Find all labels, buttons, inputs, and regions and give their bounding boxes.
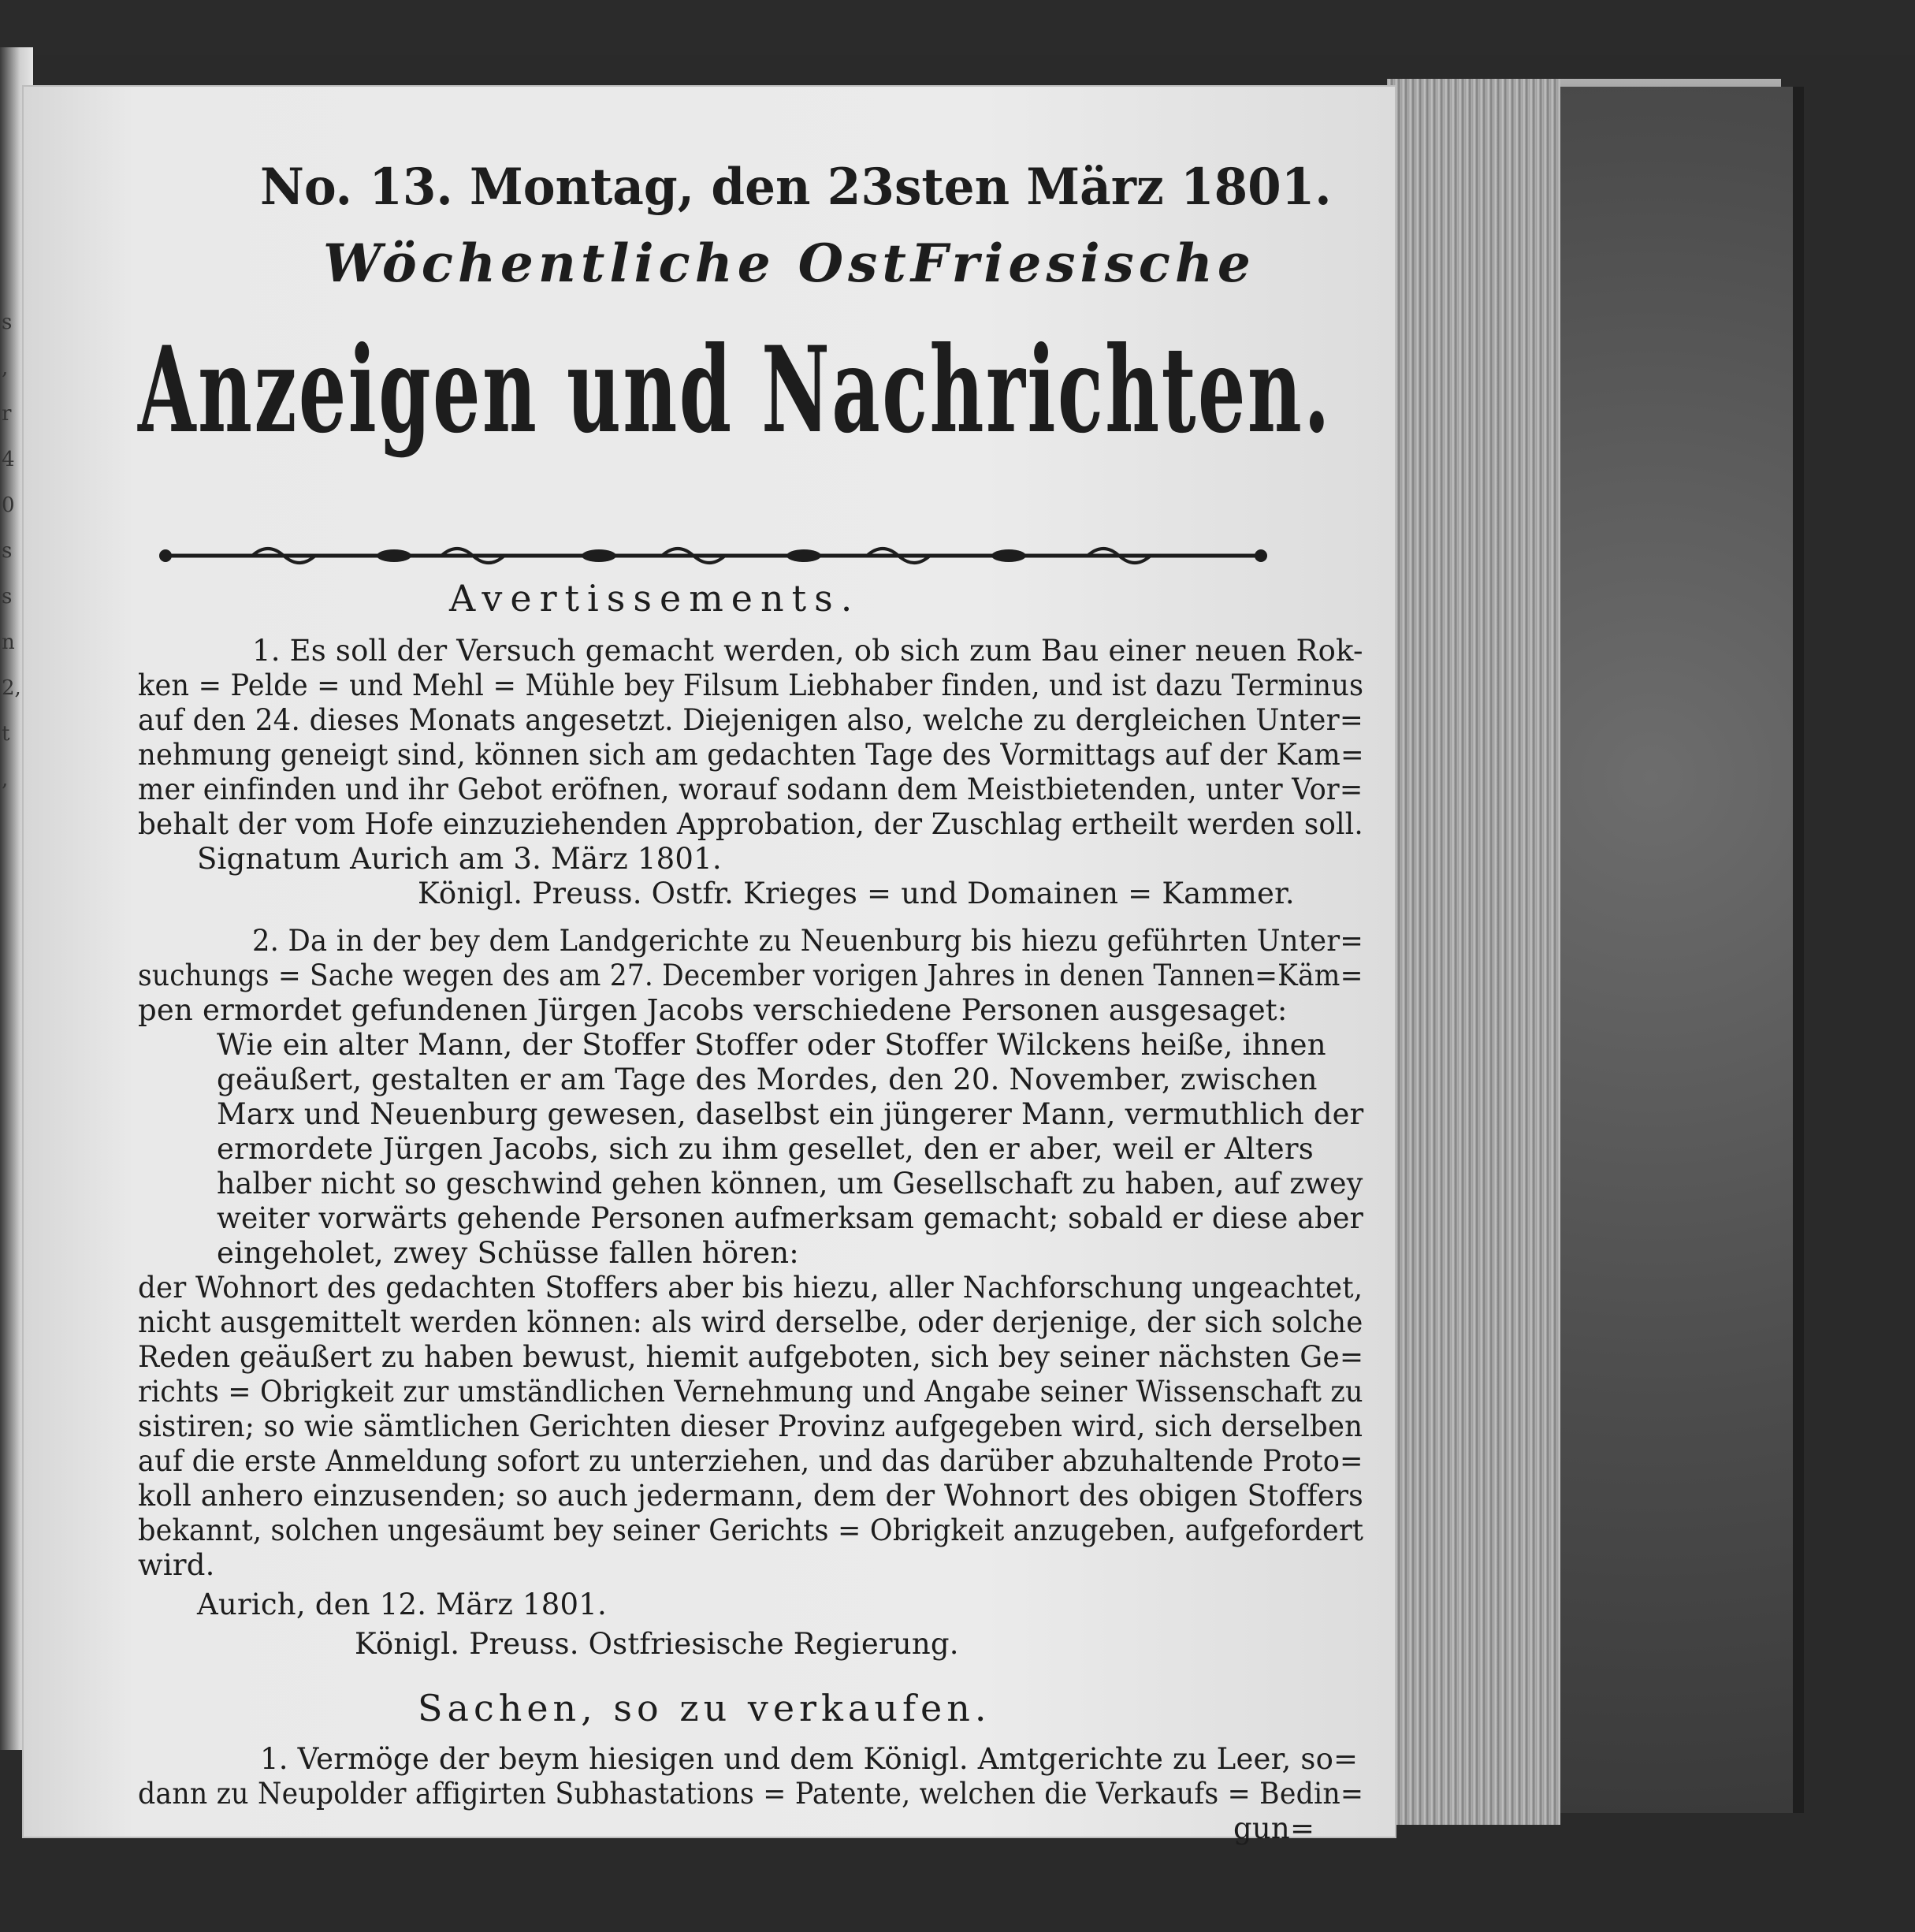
book-cover	[1556, 87, 1804, 1813]
text-line: Wie ein alter Mann, der Stoffer Stoffer oder Stoffer Wilckens heiße, ihnen	[217, 1028, 1326, 1062]
prev-letter: ,	[2, 356, 9, 380]
text-line: nehmung geneigt sind, können sich am gedachten Tage des Vormittags auf der Kam=	[138, 738, 1364, 772]
text-line: auf den 24. dieses Monats angesetzt. Diejenigen also, welche zu dergleichen Unter=	[138, 703, 1363, 737]
text-line: behalt der vom Hofe einzuziehenden Approbation, der Zuschlag ertheilt werden soll.	[138, 807, 1363, 841]
text-line: Reden geäußert zu haben bewust, hiemit aufgeboten, sich bey seiner nächsten Ge=	[138, 1340, 1364, 1374]
section-heading-sachen: Sachen, so zu verkaufen.	[418, 1687, 991, 1729]
text-line: nicht ausgemittelt werden können: als wird derselbe, oder derjenige, der sich solche	[138, 1305, 1363, 1339]
text-line: geäußert, gestalten er am Tage des Mordes, den 20. November, zwischen	[217, 1063, 1318, 1096]
text-line: 2. Da in der bey dem Landgerichte zu Neuenburg bis hiezu geführten Unter=	[252, 924, 1364, 958]
text-line: 1. Vermöge der beym hiesigen und dem Königl. Amtgerichte zu Leer, so=	[260, 1742, 1359, 1776]
prev-letter: s	[2, 311, 13, 334]
text-line: Aurich, den 12. März 1801.	[197, 1588, 607, 1621]
page-content	[24, 87, 1395, 1845]
book-page-edges	[1387, 79, 1560, 1825]
catchword: gun=	[1233, 1811, 1315, 1845]
text-line: ermordete Jürgen Jacobs, sich zu ihm gesellet, den er aber, weil er Alters	[217, 1132, 1314, 1166]
title-main: Anzeigen und Nachrichten.	[138, 321, 1332, 460]
title-top: Wöchentliche OstFriesische	[323, 233, 1255, 294]
text-line: halber nicht so geschwind gehen können, um Gesellschaft zu haben, auf zwey	[217, 1167, 1363, 1201]
newspaper-page	[24, 87, 1395, 1845]
prev-letter: ,	[2, 768, 9, 791]
previous-page-letters	[2, 300, 19, 802]
text-line: mer einfinden und ihr Gebot eröfnen, worauf sodann dem Meistbietenden, unter Vor=	[138, 772, 1363, 806]
signature-line: Königl. Preuss. Ostfr. Krieges = und Domainen = Kammer.	[418, 877, 1295, 910]
text-line: 1. Es soll der Versuch gemacht werden, ob sich zum Bau einer neuen Rok-	[252, 634, 1363, 668]
text-line: koll anhero einzusenden; so auch jedermann, dem der Wohnort des obigen Stoffers	[138, 1479, 1364, 1513]
text-line: bekannt, solchen ungesäumt bey seiner Gerichts = Obrigkeit anzugeben, aufgefordert	[138, 1513, 1364, 1547]
text-line: der Wohnort des gedachten Stoffers aber bis hiezu, aller Nachforschung ungeachtet,	[138, 1271, 1363, 1305]
background-top	[0, 0, 1915, 55]
prev-letter: s	[2, 585, 13, 609]
text-line: wird.	[138, 1548, 215, 1582]
text-line: auf die erste Anmeldung sofort zu unterziehen, und das darüber abzuhaltende Proto=	[138, 1444, 1363, 1478]
text-line: richts = Obrigkeit zur umständlichen Vernehmung und Angabe seiner Wissenschaft zu	[138, 1375, 1363, 1409]
prev-letter: 2,	[2, 676, 21, 700]
prev-letter: 0	[2, 493, 15, 517]
text-line: eingeholet, zwey Schüsse fallen hören:	[217, 1236, 799, 1270]
text-line: suchungs = Sache wegen des am 27. December vorigen Jahres in denen Tannen=Käm=	[138, 959, 1363, 992]
text-line: weiter vorwärts gehende Personen aufmerksam gemacht; sobald er diese aber	[217, 1201, 1364, 1235]
section-heading-avertissements: Avertissements.	[449, 577, 861, 620]
prev-letter: n	[2, 631, 15, 654]
prev-letter: r	[2, 402, 12, 426]
text-line: dann zu Neupolder affigirten Subhastations = Patente, welchen die Verkaufs = Bedin=	[138, 1777, 1364, 1811]
text-line: pen ermordet gefundenen Jürgen Jacobs verschiedene Personen ausgesaget:	[138, 993, 1288, 1027]
prev-letter: s	[2, 539, 13, 563]
prev-letter: 4	[2, 448, 15, 471]
text-line: Signatum Aurich am 3. März 1801.	[197, 842, 722, 876]
prev-letter: t	[2, 722, 10, 746]
ornament-divider	[158, 540, 1269, 571]
text-line: Marx und Neuenburg gewesen, daselbst ein jüngerer Mann, vermuthlich der	[217, 1097, 1364, 1131]
issue-line: No. 13. Montag, den 23sten März 1801.	[260, 158, 1332, 217]
text-line: ken = Pelde = und Mehl = Mühle bey Filsum Liebhaber finden, und ist dazu Terminus	[138, 668, 1364, 702]
signature-line: Königl. Preuss. Ostfriesische Regierung.	[355, 1627, 959, 1661]
text-line: sistiren; so wie sämtlichen Gerichten dieser Provinz aufgegeben wird, sich derselben	[138, 1409, 1363, 1443]
